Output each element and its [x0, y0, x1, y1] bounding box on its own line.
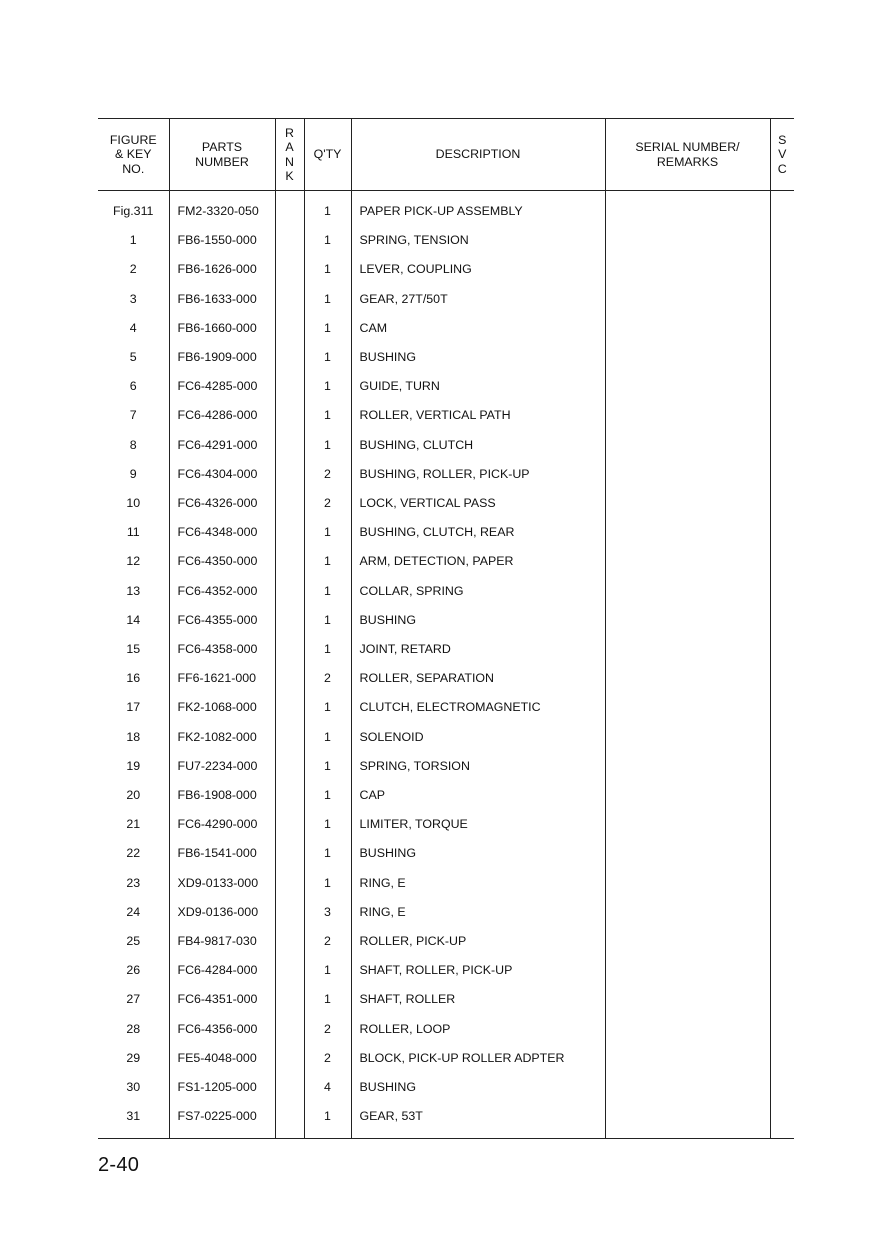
figure-key-cell: 26: [126, 963, 141, 978]
svc-cell: [770, 723, 794, 752]
part-number-cell: FC6-4304-000: [169, 460, 275, 489]
svc-cell: [770, 1073, 794, 1102]
svc-cell: [770, 401, 794, 430]
part-number-cell: FK2-1068-000: [169, 693, 275, 722]
serial-remarks-cell: [605, 635, 770, 664]
serial-remarks-cell: [605, 839, 770, 868]
rank-cell: [275, 898, 304, 927]
header-row: [98, 119, 794, 191]
rank-cell: [275, 285, 304, 314]
serial-remarks-cell: [605, 314, 770, 343]
rank-cell: [275, 985, 304, 1014]
qty-cell: 2: [304, 927, 351, 956]
header-line: A: [285, 140, 294, 154]
figure-key-cell: 22: [126, 846, 141, 861]
description-cell: ROLLER, VERTICAL PATH: [351, 401, 605, 430]
qty-cell: 1: [304, 693, 351, 722]
description-cell: COLLAR, SPRING: [351, 577, 605, 606]
figure-key-cell: 29: [126, 1050, 141, 1065]
qty-cell: 1: [304, 285, 351, 314]
part-number-cell: FC6-4348-000: [169, 518, 275, 547]
figure-key-cell: 3: [129, 291, 137, 306]
rank-cell: [275, 191, 304, 227]
qty-cell: 1: [304, 547, 351, 576]
table-row: [98, 314, 794, 343]
svc-cell: [770, 1102, 794, 1138]
figure-key-cell: 16: [126, 671, 141, 686]
svc-cell: [770, 693, 794, 722]
rank-cell: [275, 489, 304, 518]
description-cell: BLOCK, PICK-UP ROLLER ADPTER: [351, 1044, 605, 1073]
header-line: K: [285, 169, 294, 183]
table-row: [98, 1073, 794, 1102]
description-cell: ARM, DETECTION, PAPER: [351, 547, 605, 576]
table-row: [98, 693, 794, 722]
rank-cell: [275, 693, 304, 722]
svc-cell: [770, 226, 794, 255]
rank-cell: [275, 956, 304, 985]
part-number-cell: FC6-4291-000: [169, 431, 275, 460]
figure-key-cell: 30: [126, 1080, 141, 1095]
figure-key-cell: 19: [126, 758, 141, 773]
rank-cell: [275, 781, 304, 810]
description-cell: BUSHING: [351, 606, 605, 635]
qty-cell: 1: [304, 431, 351, 460]
rank-cell: [275, 372, 304, 401]
qty-cell: 1: [304, 956, 351, 985]
figure-key-cell: 6: [129, 379, 137, 394]
figure-key-cell: 4: [129, 320, 137, 335]
svc-cell: [770, 752, 794, 781]
table-body: [98, 191, 794, 1139]
header-svc: [770, 119, 794, 191]
parts-table: [98, 118, 794, 1139]
serial-remarks-cell: [605, 869, 770, 898]
description-cell: RING, E: [351, 869, 605, 898]
serial-remarks-cell: [605, 1102, 770, 1138]
part-number-cell: XD9-0133-000: [169, 869, 275, 898]
table-row: [98, 1015, 794, 1044]
part-number-cell: FB6-1626-000: [169, 255, 275, 284]
description-cell: CAM: [351, 314, 605, 343]
part-number-cell: FE5-4048-000: [169, 1044, 275, 1073]
figure-key-cell: Fig.311: [113, 204, 154, 218]
figure-key-cell: 18: [126, 729, 141, 744]
table-row: [98, 489, 794, 518]
rank-cell: [275, 635, 304, 664]
rank-cell: [275, 577, 304, 606]
table-row: [98, 839, 794, 868]
part-number-cell: FC6-4350-000: [169, 547, 275, 576]
header-line: R: [285, 125, 294, 140]
qty-cell: 1: [304, 372, 351, 401]
figure-key-cell: 11: [126, 525, 140, 540]
svc-cell: [770, 460, 794, 489]
figure-key-cell: 5: [129, 350, 137, 365]
qty-cell: 1: [304, 869, 351, 898]
svc-cell: [770, 781, 794, 810]
description-cell: BUSHING: [351, 343, 605, 372]
qty-cell: 3: [304, 898, 351, 927]
serial-remarks-cell: [605, 431, 770, 460]
serial-remarks-cell: [605, 927, 770, 956]
serial-remarks-cell: [605, 460, 770, 489]
qty-cell: 1: [304, 810, 351, 839]
header-line: S: [778, 132, 787, 147]
table-row: [98, 810, 794, 839]
serial-remarks-cell: [605, 781, 770, 810]
serial-remarks-cell: [605, 1073, 770, 1102]
rank-cell: [275, 255, 304, 284]
svc-cell: [770, 869, 794, 898]
rank-cell: [275, 226, 304, 255]
description-cell: BUSHING, CLUTCH, REAR: [351, 518, 605, 547]
qty-cell: 2: [304, 664, 351, 693]
part-number-cell: XD9-0136-000: [169, 898, 275, 927]
header-serial-remarks: [605, 119, 770, 191]
table-row: [98, 255, 794, 284]
table-header: [98, 119, 794, 191]
description-cell: ROLLER, LOOP: [351, 1015, 605, 1044]
table-row: [98, 956, 794, 985]
qty-cell: 1: [304, 723, 351, 752]
part-number-cell: FB4-9817-030: [169, 927, 275, 956]
rank-cell: [275, 869, 304, 898]
part-number-cell: FB6-1660-000: [169, 314, 275, 343]
svc-cell: [770, 285, 794, 314]
qty-cell: 1: [304, 343, 351, 372]
qty-cell: 1: [304, 577, 351, 606]
figure-key-cell: 12: [126, 554, 141, 569]
figure-key-cell: 9: [129, 466, 137, 481]
qty-cell: 1: [304, 518, 351, 547]
serial-remarks-cell: [605, 372, 770, 401]
figure-key-cell: 2: [129, 262, 137, 277]
table-row: [98, 869, 794, 898]
table-row: [98, 1044, 794, 1073]
table-row: [98, 226, 794, 255]
svc-cell: [770, 255, 794, 284]
description-cell: GEAR, 27T/50T: [351, 285, 605, 314]
svc-cell: [770, 489, 794, 518]
table-row: [98, 285, 794, 314]
table-row: [98, 547, 794, 576]
svc-cell: [770, 898, 794, 927]
part-number-cell: FC6-4285-000: [169, 372, 275, 401]
description-cell: SOLENOID: [351, 723, 605, 752]
header-line: REMARKS: [656, 154, 719, 169]
part-number-cell: FF6-1621-000: [169, 664, 275, 693]
serial-remarks-cell: [605, 191, 770, 227]
header-rank: [275, 119, 304, 191]
part-number-cell: FK2-1082-000: [169, 723, 275, 752]
figure-key-cell: 27: [126, 992, 141, 1007]
figure-key-cell: 31: [126, 1109, 141, 1124]
serial-remarks-cell: [605, 1044, 770, 1073]
table-row: [98, 577, 794, 606]
description-cell: SPRING, TENSION: [351, 226, 605, 255]
part-number-cell: FC6-4352-000: [169, 577, 275, 606]
svc-cell: [770, 314, 794, 343]
qty-cell: 1: [304, 255, 351, 284]
table-row: [98, 635, 794, 664]
figure-key-cell: 8: [129, 437, 137, 452]
header-figure-key: [98, 119, 169, 191]
serial-remarks-cell: [605, 985, 770, 1014]
table-row: [98, 752, 794, 781]
svc-cell: [770, 343, 794, 372]
svc-cell: [770, 547, 794, 576]
svc-cell: [770, 839, 794, 868]
part-number-cell: FM2-3320-050: [169, 191, 275, 227]
figure-key-cell: 25: [126, 934, 141, 949]
part-number-cell: FC6-4286-000: [169, 401, 275, 430]
rank-cell: [275, 460, 304, 489]
table-row: [98, 191, 794, 227]
part-number-cell: FB6-1550-000: [169, 226, 275, 255]
serial-remarks-cell: [605, 723, 770, 752]
svc-cell: [770, 985, 794, 1014]
description-cell: CLUTCH, ELECTROMAGNETIC: [351, 693, 605, 722]
rank-cell: [275, 1015, 304, 1044]
serial-remarks-cell: [605, 956, 770, 985]
description-cell: SPRING, TORSION: [351, 752, 605, 781]
description-cell: BUSHING: [351, 1073, 605, 1102]
figure-key-cell: 13: [126, 583, 141, 598]
description-cell: RING, E: [351, 898, 605, 927]
table-row: [98, 723, 794, 752]
svc-cell: [770, 606, 794, 635]
figure-key-cell: 28: [126, 1021, 141, 1036]
qty-cell: 1: [304, 985, 351, 1014]
svc-cell: [770, 518, 794, 547]
figure-key-cell: 10: [126, 496, 141, 511]
header-line: FIGURE: [109, 132, 157, 147]
part-number-cell: FC6-4351-000: [169, 985, 275, 1014]
description-cell: LOCK, VERTICAL PASS: [351, 489, 605, 518]
serial-remarks-cell: [605, 401, 770, 430]
description-cell: PAPER PICK-UP ASSEMBLY: [351, 191, 605, 227]
qty-cell: 1: [304, 401, 351, 430]
svc-cell: [770, 191, 794, 227]
figure-key-cell: 14: [126, 612, 141, 627]
qty-cell: 1: [304, 226, 351, 255]
table-row: [98, 781, 794, 810]
description-cell: JOINT, RETARD: [351, 635, 605, 664]
header-line: NO.: [122, 161, 145, 176]
description-cell: SHAFT, ROLLER, PICK-UP: [351, 956, 605, 985]
rank-cell: [275, 1073, 304, 1102]
table-row: [98, 985, 794, 1014]
serial-remarks-cell: [605, 752, 770, 781]
serial-remarks-cell: [605, 255, 770, 284]
header-line: NUMBER: [195, 154, 249, 169]
svc-cell: [770, 577, 794, 606]
svc-cell: [770, 1015, 794, 1044]
serial-remarks-cell: [605, 1015, 770, 1044]
figure-key-cell: 24: [126, 904, 141, 919]
part-number-cell: FC6-4290-000: [169, 810, 275, 839]
part-number-cell: FS7-0225-000: [169, 1102, 275, 1138]
serial-remarks-cell: [605, 226, 770, 255]
serial-remarks-cell: [605, 693, 770, 722]
serial-remarks-cell: [605, 898, 770, 927]
qty-cell: 2: [304, 1044, 351, 1073]
svc-cell: [770, 927, 794, 956]
part-number-cell: FC6-4355-000: [169, 606, 275, 635]
description-cell: BUSHING, CLUTCH: [351, 431, 605, 460]
page-number: 2-40: [98, 1154, 140, 1176]
part-number-cell: FC6-4358-000: [169, 635, 275, 664]
part-number-cell: FU7-2234-000: [169, 752, 275, 781]
qty-cell: 1: [304, 191, 351, 227]
rank-cell: [275, 723, 304, 752]
figure-key-cell: 1: [129, 233, 137, 248]
header-description: DESCRIPTION: [351, 119, 605, 191]
description-cell: GEAR, 53T: [351, 1102, 605, 1138]
svc-cell: [770, 810, 794, 839]
rank-cell: [275, 518, 304, 547]
figure-key-cell: 20: [126, 788, 141, 803]
table-row: [98, 898, 794, 927]
qty-cell: 1: [304, 752, 351, 781]
header-line: SERIAL NUMBER/: [635, 140, 740, 154]
rank-cell: [275, 1102, 304, 1138]
svc-cell: [770, 431, 794, 460]
header-figure-key-lines: [110, 133, 157, 177]
rank-cell: [275, 606, 304, 635]
part-number-cell: FB6-1633-000: [169, 285, 275, 314]
description-cell: BUSHING: [351, 839, 605, 868]
rank-cell: [275, 401, 304, 430]
svc-cell: [770, 664, 794, 693]
rank-cell: [275, 1044, 304, 1073]
figure-key-cell: 15: [126, 642, 141, 657]
qty-cell: 1: [304, 606, 351, 635]
qty-cell: 1: [304, 314, 351, 343]
header-line: V: [778, 147, 787, 162]
serial-remarks-cell: [605, 285, 770, 314]
rank-cell: [275, 664, 304, 693]
svc-cell: [770, 956, 794, 985]
header-line: & KEY: [114, 147, 152, 162]
table-row: [98, 372, 794, 401]
figure-key-cell: 7: [129, 408, 137, 423]
table-row: [98, 343, 794, 372]
rank-cell: [275, 839, 304, 868]
table-row: [98, 460, 794, 489]
header-line: N: [285, 154, 294, 169]
rank-cell: [275, 927, 304, 956]
part-number-cell: FB6-1908-000: [169, 781, 275, 810]
table-row: [98, 1102, 794, 1138]
serial-remarks-cell: [605, 518, 770, 547]
figure-key-cell: 23: [126, 875, 141, 890]
rank-cell: [275, 810, 304, 839]
rank-cell: [275, 547, 304, 576]
qty-cell: 2: [304, 460, 351, 489]
figure-key-cell: 21: [126, 817, 141, 832]
header-line: PARTS: [201, 140, 243, 154]
rank-cell: [275, 343, 304, 372]
description-cell: LEVER, COUPLING: [351, 255, 605, 284]
header-qty: Q'TY: [304, 119, 351, 191]
svc-cell: [770, 372, 794, 401]
description-cell: ROLLER, PICK-UP: [351, 927, 605, 956]
table-row: [98, 401, 794, 430]
serial-remarks-cell: [605, 343, 770, 372]
svc-cell: [770, 1044, 794, 1073]
qty-cell: 4: [304, 1073, 351, 1102]
table-row: [98, 606, 794, 635]
serial-remarks-cell: [605, 664, 770, 693]
serial-remarks-cell: [605, 489, 770, 518]
header-line: C: [777, 161, 787, 176]
table-row: [98, 927, 794, 956]
serial-remarks-cell: [605, 606, 770, 635]
part-number-cell: FB6-1541-000: [169, 839, 275, 868]
qty-cell: 1: [304, 1102, 351, 1138]
qty-cell: 2: [304, 1015, 351, 1044]
header-parts-number: [169, 119, 275, 191]
table-row: [98, 431, 794, 460]
svc-cell: [770, 635, 794, 664]
table-row: [98, 518, 794, 547]
rank-cell: [275, 752, 304, 781]
qty-cell: 1: [304, 839, 351, 868]
qty-cell: 2: [304, 489, 351, 518]
part-number-cell: FC6-4326-000: [169, 489, 275, 518]
description-cell: GUIDE, TURN: [351, 372, 605, 401]
description-cell: SHAFT, ROLLER: [351, 985, 605, 1014]
serial-remarks-cell: [605, 547, 770, 576]
description-cell: BUSHING, ROLLER, PICK-UP: [351, 460, 605, 489]
part-number-cell: FC6-4284-000: [169, 956, 275, 985]
table-row: [98, 664, 794, 693]
part-number-cell: FC6-4356-000: [169, 1015, 275, 1044]
description-cell: ROLLER, SEPARATION: [351, 664, 605, 693]
rank-cell: [275, 431, 304, 460]
part-number-cell: FS1-1205-000: [169, 1073, 275, 1102]
qty-cell: 1: [304, 781, 351, 810]
rank-cell: [275, 314, 304, 343]
figure-key-cell: 17: [126, 700, 141, 715]
description-cell: LIMITER, TORQUE: [351, 810, 605, 839]
qty-cell: 1: [304, 635, 351, 664]
serial-remarks-cell: [605, 577, 770, 606]
description-cell: CAP: [351, 781, 605, 810]
part-number-cell: FB6-1909-000: [169, 343, 275, 372]
serial-remarks-cell: [605, 810, 770, 839]
